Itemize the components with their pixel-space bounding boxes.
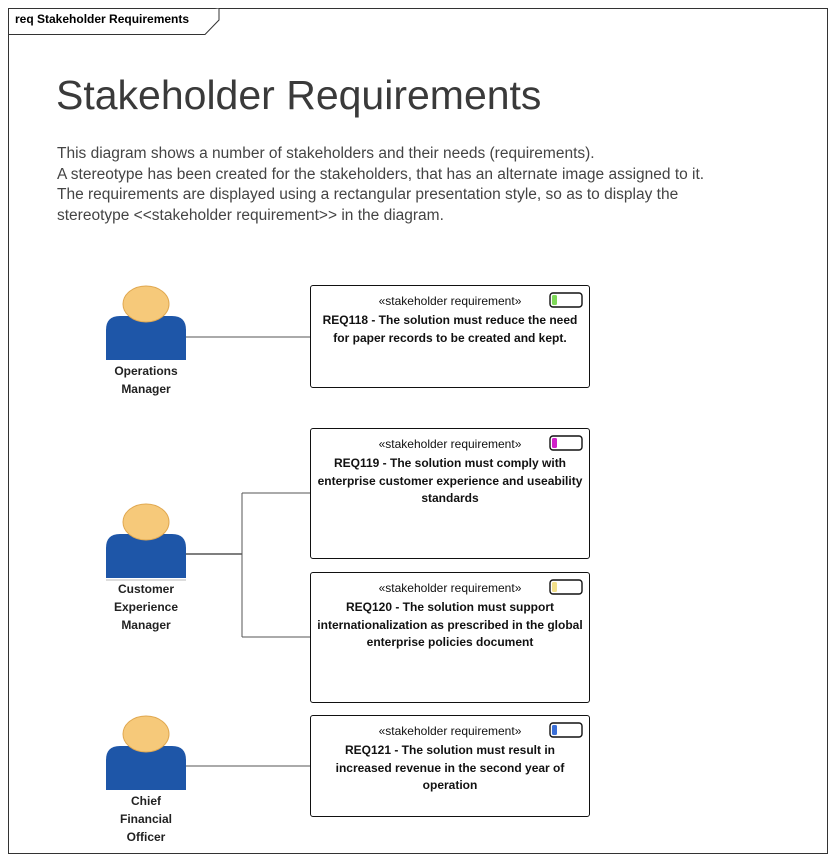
requirement-req120[interactable] [310,572,590,703]
stakeholder-icon [104,502,188,578]
description-line: stereotype <<stakeholder requirement>> in the diagram. [57,206,444,224]
requirement-text: REQ120 - The solution must support internationalization as prescribed in the global enterprise policies document [317,600,583,649]
requirement-stereotype: «stakeholder requirement» [378,437,522,451]
requirement-text: REQ121 - The solution must result in increased revenue in the second year of operation [335,743,565,792]
requirement-text: REQ119 - The solution must comply with enterprise customer experience and useability standards [317,456,583,505]
requirement-icon-color [552,725,557,735]
requirement-stereotype: «stakeholder requirement» [378,581,522,595]
actor-chief-financial-officer[interactable] [91,714,201,846]
requirement-icon [549,292,583,308]
stakeholder-icon [104,284,188,360]
requirement-icon-color [552,582,557,592]
description-line: A stereotype has been created for the stakeholders, that has an alternate image assigned to it. [57,165,705,183]
actor-label: Customer Experience Manager [113,582,179,632]
requirement-icon [549,435,583,451]
requirement-stereotype: «stakeholder requirement» [378,294,522,308]
page-title: Stakeholder Requirements [56,72,542,118]
description-line: This diagram shows a number of stakeholders and their needs (requirements). [57,145,595,162]
requirement-req121[interactable] [310,715,590,817]
requirement-stereotype: «stakeholder requirement» [378,724,522,738]
actor-label: Operations Manager [114,364,178,396]
actor-label: Chief Financial Officer [119,794,172,844]
actor-operations-manager[interactable] [91,284,201,398]
stakeholder-icon [104,714,188,790]
requirement-icon [549,579,583,595]
description-line: The requirements are displayed using a rectangular presentation style, so as to display the [57,186,679,203]
requirement-req118[interactable] [310,285,590,388]
requirement-icon-color [552,438,557,448]
requirement-icon-color [552,295,557,305]
frame-label: req Stakeholder Requirements [15,12,190,26]
actor-customer-experience-manager[interactable] [91,502,201,634]
requirement-text: REQ118 - The solution must reduce the need for paper records to be created and kept. [322,313,578,345]
requirement-req119[interactable] [310,428,590,559]
requirement-icon [549,722,583,738]
